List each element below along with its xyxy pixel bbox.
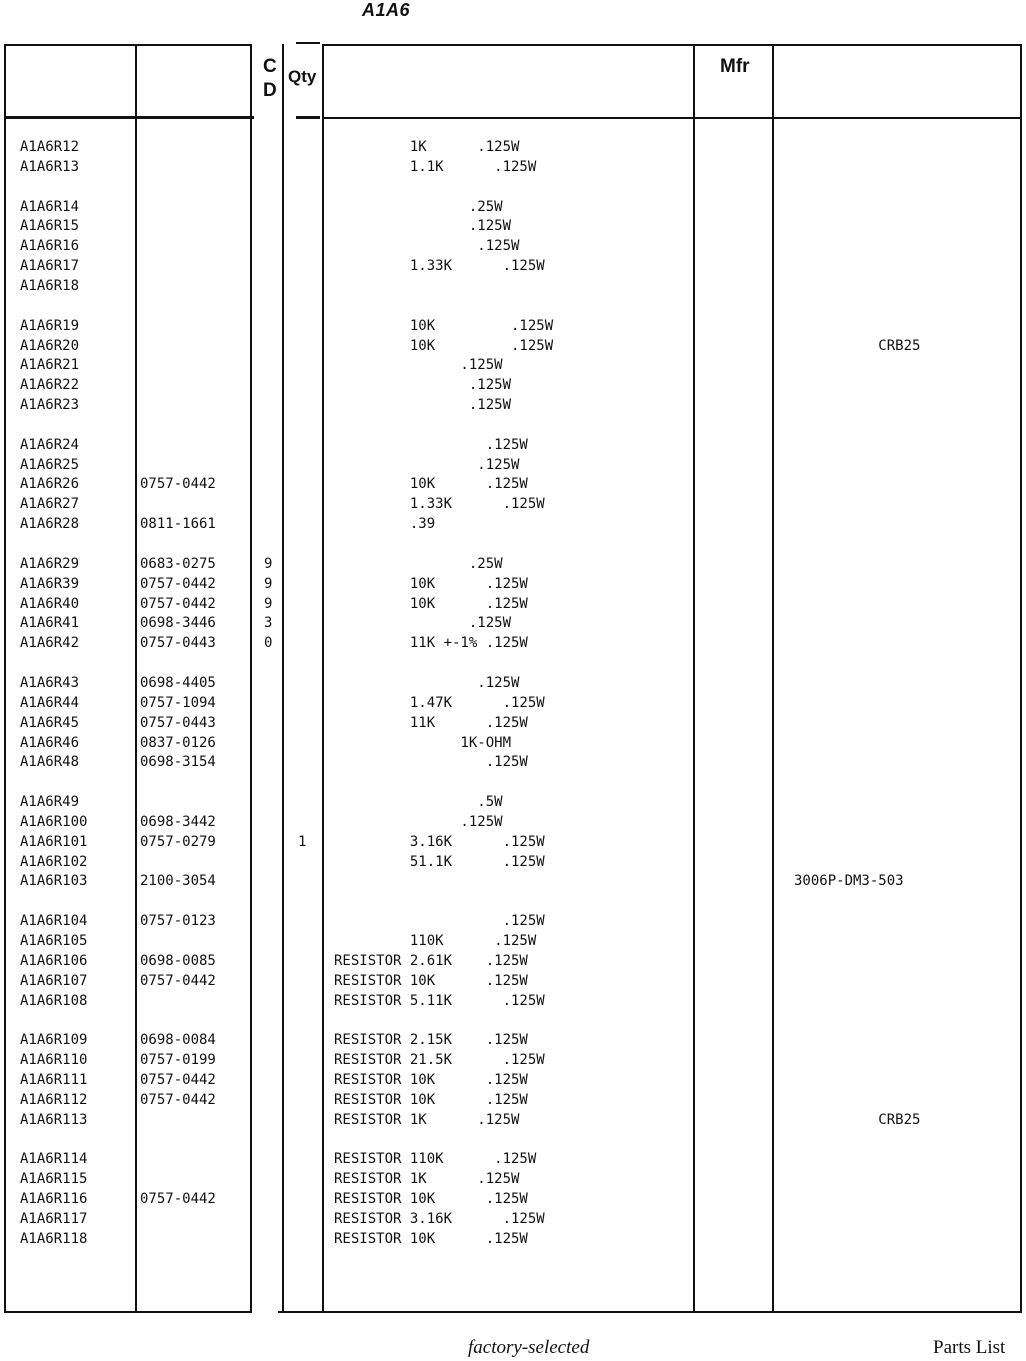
description-cell: 3.16K .125W — [334, 833, 545, 850]
description-cell: 1.33K .125W — [334, 258, 545, 275]
description-cell: .39 — [334, 516, 436, 533]
table-row — [0, 197, 1026, 217]
description-cell: 51.1K .125W — [334, 853, 545, 870]
part-number-cell: 2100-3054 — [140, 873, 216, 890]
table-row — [0, 236, 1026, 256]
ref-designator-cell: A1A6R106 — [20, 952, 88, 969]
part-number-cell: 0698-3442 — [140, 813, 216, 830]
ref-designator-cell: A1A6R115 — [20, 1171, 88, 1188]
table-row — [0, 752, 1026, 772]
quantity-cell: 1 — [298, 833, 307, 850]
ref-designator-cell: A1A6R15 — [20, 218, 80, 235]
table-row — [0, 1189, 1026, 1209]
description-cell: 1K-OHM — [334, 734, 512, 751]
description-cell: 10K .125W — [334, 595, 528, 612]
table-row — [0, 673, 1026, 693]
ref-designator-cell: A1A6R22 — [20, 377, 80, 394]
table-row — [0, 137, 1026, 157]
ref-designator-cell: A1A6R40 — [20, 595, 80, 612]
table-row — [0, 832, 1026, 852]
ref-designator-cell: A1A6R111 — [20, 1071, 88, 1088]
table-row — [0, 633, 1026, 653]
mfr-part-number-cell: CRB25 — [794, 1111, 921, 1128]
ref-designator-cell: A1A6R110 — [20, 1052, 88, 1069]
table-row — [0, 991, 1026, 1011]
ref-designator-cell: A1A6R18 — [20, 277, 80, 294]
ref-designator-cell: A1A6R103 — [20, 873, 88, 890]
description-cell: 1.33K .125W — [334, 496, 545, 513]
header-bottom-rule-right — [324, 117, 1022, 119]
table-row — [0, 1090, 1026, 1110]
header-bottom-rule — [4, 116, 254, 119]
ref-designator-cell: A1A6R118 — [20, 1230, 88, 1247]
description-cell: .125W — [334, 238, 520, 255]
part-number-cell: 0757-0442 — [140, 595, 216, 612]
table-top-border-right — [324, 44, 1022, 46]
part-number-cell: 0698-0085 — [140, 952, 216, 969]
table-row — [0, 594, 1026, 614]
table-row — [0, 276, 1026, 296]
header-cd-d: D — [263, 80, 277, 101]
ref-designator-cell: A1A6R49 — [20, 794, 80, 811]
table-row — [0, 395, 1026, 415]
check-digit-cell: 9 — [264, 575, 273, 592]
table-row — [0, 157, 1026, 177]
ref-designator-cell: A1A6R113 — [20, 1111, 88, 1128]
ref-designator-cell: A1A6R23 — [20, 397, 80, 414]
description-cell: 1.47K .125W — [334, 694, 545, 711]
description-cell: 110K .125W — [334, 933, 537, 949]
description-cell: .125W — [334, 377, 512, 394]
table-row — [0, 733, 1026, 753]
ref-designator-cell: A1A6R102 — [20, 853, 88, 870]
ref-designator-cell: A1A6R101 — [20, 833, 88, 850]
description-cell: .25W — [334, 555, 503, 572]
ref-designator-cell: A1A6R45 — [20, 714, 80, 731]
description-cell: 1K .125W — [334, 139, 520, 155]
part-number-cell: 0757-0442 — [140, 972, 216, 989]
ref-designator-cell: A1A6R13 — [20, 158, 80, 175]
description-cell: RESISTOR 10K .125W — [334, 1230, 528, 1247]
part-number-cell: 0698-3154 — [140, 754, 216, 771]
table-row — [0, 554, 1026, 574]
description-cell: RESISTOR 1K .125W — [334, 1171, 520, 1188]
part-number-cell: 0757-0442 — [140, 1071, 216, 1088]
description-cell: RESISTOR 2.15K .125W — [334, 1032, 528, 1049]
ref-designator-cell: A1A6R114 — [20, 1151, 88, 1168]
check-digit-cell: 9 — [264, 595, 273, 612]
description-cell: RESISTOR 110K .125W — [334, 1151, 537, 1168]
ref-designator-cell: A1A6R44 — [20, 694, 80, 711]
description-cell: 10K .125W — [334, 575, 528, 592]
table-row — [0, 1110, 1026, 1130]
description-cell: .125W — [334, 456, 520, 473]
table-row — [0, 316, 1026, 336]
description-cell: .125W — [334, 436, 528, 453]
mfr-part-number-cell: CRB25 — [794, 337, 921, 354]
description-cell: RESISTOR 10K .125W — [334, 1071, 528, 1088]
table-row — [0, 792, 1026, 812]
ref-designator-cell: A1A6R108 — [20, 992, 88, 1009]
description-cell: 1.1K .125W — [334, 158, 537, 175]
ref-designator-cell: A1A6R104 — [20, 913, 88, 930]
ref-designator-cell: A1A6R14 — [20, 198, 80, 215]
table-row — [0, 1229, 1026, 1249]
ref-designator-cell: A1A6R107 — [20, 972, 88, 989]
table-row — [0, 1050, 1026, 1070]
ref-designator-cell: A1A6R16 — [20, 238, 80, 255]
table-row — [0, 1070, 1026, 1090]
check-digit-cell: 3 — [264, 615, 273, 632]
table-bottom-border-right — [278, 1311, 1022, 1313]
table-row — [0, 375, 1026, 395]
ref-designator-cell: A1A6R117 — [20, 1210, 88, 1227]
part-number-cell: 0698-0084 — [140, 1032, 216, 1049]
description-cell: .125W — [334, 674, 520, 691]
assembly-title: A1A6 — [362, 0, 411, 20]
ref-designator-cell: A1A6R24 — [20, 436, 80, 453]
ref-designator-cell: A1A6R29 — [20, 555, 80, 572]
check-digit-cell: 0 — [264, 635, 273, 652]
table-row — [0, 455, 1026, 475]
description-cell: RESISTOR 10K .125W — [334, 972, 528, 989]
table-row — [0, 336, 1026, 356]
table-row — [0, 1030, 1026, 1050]
table-row — [0, 216, 1026, 236]
table-row — [0, 1169, 1026, 1189]
ref-designator-cell: A1A6R48 — [20, 754, 80, 771]
table-bottom-border — [4, 1311, 250, 1313]
ref-designator-cell: A1A6R20 — [20, 337, 80, 354]
table-row — [0, 574, 1026, 594]
table-row — [0, 474, 1026, 494]
table-row — [0, 1149, 1026, 1169]
description-cell: RESISTOR 3.16K .125W — [334, 1210, 545, 1227]
description-cell: .125W — [334, 615, 512, 632]
ref-designator-cell: A1A6R116 — [20, 1191, 88, 1208]
ref-designator-cell: A1A6R100 — [20, 813, 88, 830]
ref-designator-cell: A1A6R27 — [20, 496, 80, 513]
ref-designator-cell: A1A6R105 — [20, 933, 88, 949]
ref-designator-cell: A1A6R42 — [20, 635, 80, 652]
ref-designator-cell: A1A6R109 — [20, 1032, 88, 1049]
part-number-cell: 0698-3446 — [140, 615, 216, 632]
ref-designator-cell: A1A6R39 — [20, 575, 80, 592]
table-row — [0, 693, 1026, 713]
table-row — [0, 911, 1026, 931]
header-bottom-rule-qty — [296, 116, 320, 119]
check-digit-cell: 9 — [264, 555, 273, 572]
ref-designator-cell: A1A6R112 — [20, 1091, 88, 1108]
part-number-cell: 0811-1661 — [140, 516, 216, 533]
part-number-cell: 0698-4405 — [140, 674, 216, 691]
description-cell: .125W — [334, 218, 512, 235]
header-qty: Qty — [288, 67, 317, 86]
ref-designator-cell: A1A6R17 — [20, 258, 80, 275]
description-cell: .125W — [334, 813, 503, 830]
description-cell: .125W — [334, 913, 545, 930]
mfr-part-number-cell: 3006P-DM3-503 — [794, 873, 904, 890]
table-row — [0, 713, 1026, 733]
ref-designator-cell: A1A6R19 — [20, 317, 80, 334]
description-cell: RESISTOR 5.11K .125W — [334, 992, 545, 1009]
part-number-cell: 0757-0279 — [140, 833, 216, 850]
description-cell: 10K .125W — [334, 337, 554, 354]
description-cell: 11K +-1% .125W — [334, 635, 528, 652]
table-row — [0, 494, 1026, 514]
description-cell: .25W — [334, 198, 503, 215]
table-row — [0, 514, 1026, 534]
part-number-cell: 0683-0275 — [140, 555, 216, 572]
description-cell: RESISTOR 2.61K .125W — [334, 952, 528, 969]
part-number-cell: 0757-1094 — [140, 694, 216, 711]
part-number-cell: 0757-0443 — [140, 635, 216, 652]
header-cd-c: C — [263, 56, 277, 77]
part-number-cell: 0757-0442 — [140, 476, 216, 493]
part-number-cell: 0757-0442 — [140, 1091, 216, 1108]
part-number-cell: 0757-0199 — [140, 1052, 216, 1069]
description-cell: .125W — [334, 397, 512, 414]
table-row — [0, 931, 1026, 951]
ref-designator-cell: A1A6R25 — [20, 456, 80, 473]
description-cell: RESISTOR 21.5K .125W — [334, 1052, 545, 1069]
description-cell: RESISTOR 10K .125W — [334, 1191, 528, 1208]
header-mfr: Mfr — [720, 56, 750, 77]
description-cell: .5W — [334, 794, 503, 811]
table-row — [0, 871, 1026, 891]
table-row — [0, 812, 1026, 832]
qty-top-mark — [296, 42, 320, 44]
ref-designator-cell: A1A6R43 — [20, 674, 80, 691]
description-cell: .125W — [334, 754, 528, 771]
ref-designator-cell: A1A6R41 — [20, 615, 80, 632]
ref-designator-cell: A1A6R28 — [20, 516, 80, 533]
part-number-cell: 0757-0123 — [140, 913, 216, 930]
table-row — [0, 951, 1026, 971]
ref-designator-cell: A1A6R21 — [20, 357, 80, 374]
part-number-cell: 0837-0126 — [140, 734, 216, 751]
ref-designator-cell: A1A6R46 — [20, 734, 80, 751]
table-row — [0, 613, 1026, 633]
description-cell: .125W — [334, 357, 503, 374]
table-row — [0, 852, 1026, 872]
table-row — [0, 256, 1026, 276]
table-row — [0, 435, 1026, 455]
table-top-border — [4, 44, 250, 46]
table-row — [0, 1209, 1026, 1229]
description-cell: 10K .125W — [334, 317, 554, 334]
ref-designator-cell: A1A6R26 — [20, 476, 80, 493]
description-cell: 11K .125W — [334, 714, 528, 731]
description-cell: 10K .125W — [334, 476, 528, 493]
table-row — [0, 355, 1026, 375]
part-number-cell: 0757-0442 — [140, 575, 216, 592]
ref-designator-cell: A1A6R12 — [20, 139, 80, 155]
description-cell: RESISTOR 1K .125W — [334, 1111, 520, 1128]
part-number-cell: 0757-0443 — [140, 714, 216, 731]
part-number-cell: 0757-0442 — [140, 1191, 216, 1208]
description-cell: RESISTOR 10K .125W — [334, 1091, 528, 1108]
footer-section: Parts List — [933, 1337, 1006, 1358]
table-row — [0, 971, 1026, 991]
footer-note: factory-selected — [468, 1337, 590, 1358]
